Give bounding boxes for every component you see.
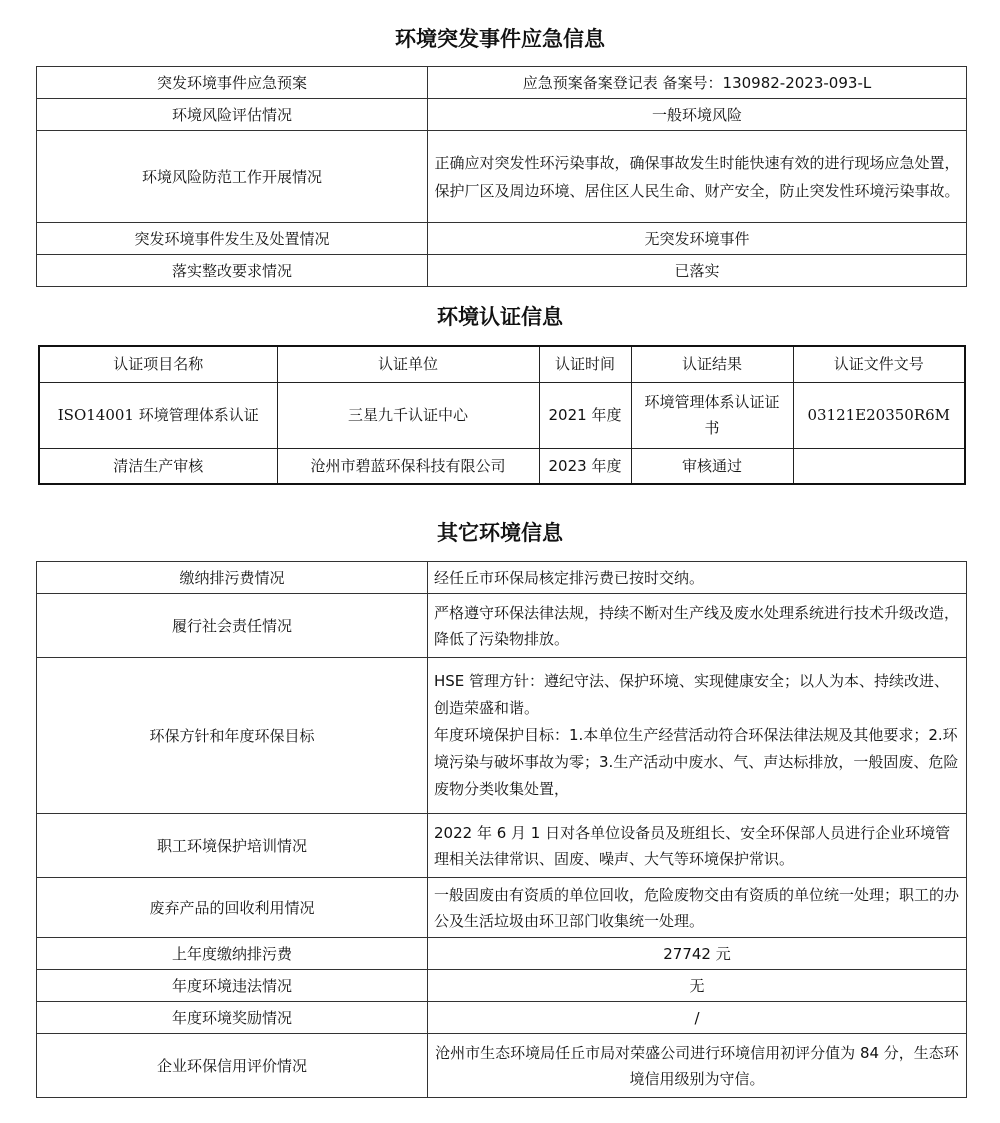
table-row [37, 814, 967, 878]
row-label: 年度环境奖励情况 [37, 1002, 428, 1034]
row-label: 上年度缴纳排污费 [37, 938, 428, 970]
table-row [37, 658, 967, 814]
cert-unit: 沧州市碧蓝环保科技有限公司 [277, 448, 539, 484]
annual-goal: 年度环境保护目标：1.本单位生产经营活动符合环保法律法规及其他要求；2.环境污染与破坏事故为零；3.生产活动中废水、气、声达标排放，一般固废、危险废物分类收集处置， [434, 726, 959, 798]
cert-unit: 三星九千认证中心 [277, 382, 539, 448]
table-row [39, 382, 965, 448]
cert-name: 清洁生产审核 [39, 448, 277, 484]
emergency-table [36, 66, 967, 287]
row-value: 严格遵守环保法律法规，持续不断对生产线及废水处理系统进行技术升级改造，降低了污染物排放。 [428, 594, 967, 658]
emergency-title: 环境突发事件应急信息 [395, 27, 605, 51]
header-result: 认证结果 [631, 346, 793, 382]
row-label: 职工环境保护培训情况 [37, 814, 428, 878]
header-doc: 认证文件文号 [793, 346, 965, 382]
row-value: / [428, 1002, 967, 1034]
row-value: 已落实 [428, 255, 967, 287]
row-value: 正确应对突发性环污染事故，确保事故发生时能快速有效的进行现场应急处置，保护厂区及周边环境、居住区人民生命、财产安全，防止突发性环境污染事故。 [428, 131, 967, 223]
row-value: 一般环境风险 [428, 99, 967, 131]
row-label: 废弃产品的回收利用情况 [37, 878, 428, 938]
table-row [37, 1034, 967, 1098]
table-row [37, 67, 967, 99]
table-row [37, 223, 967, 255]
header-unit: 认证单位 [277, 346, 539, 382]
table-row [37, 594, 967, 658]
row-value: 无 [428, 970, 967, 1002]
table-row [37, 938, 967, 970]
row-label: 落实整改要求情况 [37, 255, 428, 287]
row-label: 环境风险评估情况 [37, 99, 428, 131]
row-label: 突发环境事件应急预案 [37, 67, 428, 99]
cert-result: 环境管理体系认证证书 [631, 382, 793, 448]
cert-time: 2023 年度 [539, 448, 631, 484]
row-label: 环境风险防范工作开展情况 [37, 131, 428, 223]
header-name: 认证项目名称 [39, 346, 277, 382]
row-value: 一般固废由有资质的单位回收，危险废物交由有资质的单位统一处理；职工的办公及生活垃圾由环卫部门收集统一处理。 [428, 878, 967, 938]
row-label: 企业环保信用评价情况 [37, 1034, 428, 1098]
cert-time: 2021 年度 [539, 382, 631, 448]
cert-name: ISO14001 环境管理体系认证 [39, 382, 277, 448]
cert-result: 审核通过 [631, 448, 793, 484]
table-header-row [39, 346, 965, 382]
cert-doc: 03121E20350R6M [793, 382, 965, 448]
row-value: 2022 年 6 月 1 日对各单位设备员及班组长、安全环保部人员进行企业环境管理相关法律常识、固废、噪声、大气等环境保护常识。 [428, 814, 967, 878]
table-row [37, 878, 967, 938]
table-row [37, 255, 967, 287]
header-time: 认证时间 [539, 346, 631, 382]
table-row [37, 99, 967, 131]
row-value [428, 658, 967, 814]
table-row [37, 131, 967, 223]
table-row [39, 448, 965, 484]
row-label: 缴纳排污费情况 [37, 562, 428, 594]
table-row [37, 1002, 967, 1034]
row-label: 突发环境事件发生及处置情况 [37, 223, 428, 255]
other-info-table [36, 561, 967, 1098]
table-row [37, 970, 967, 1002]
other-title: 其它环境信息 [437, 521, 563, 545]
certification-title: 环境认证信息 [437, 305, 563, 329]
row-value: 应急预案备案登记表 备案号：130982-2023-093-L [428, 67, 967, 99]
cert-doc [793, 448, 965, 484]
certification-table [38, 345, 966, 485]
row-label: 环保方针和年度环保目标 [37, 658, 428, 814]
row-value: 27742 元 [428, 938, 967, 970]
row-label: 年度环境违法情况 [37, 970, 428, 1002]
row-label: 履行社会责任情况 [37, 594, 428, 658]
row-value: 沧州市生态环境局任丘市局对荣盛公司进行环境信用初评分值为 84 分，生态环境信用级别为守信。 [428, 1034, 967, 1098]
row-value: 无突发环境事件 [428, 223, 967, 255]
table-row [37, 562, 967, 594]
row-value: 经任丘市环保局核定排污费已按时交纳。 [428, 562, 967, 594]
hse-policy: HSE 管理方针：遵纪守法、保护环境、实现健康安全；以人为本、持续改进、创造荣盛和谐。 [434, 672, 950, 717]
